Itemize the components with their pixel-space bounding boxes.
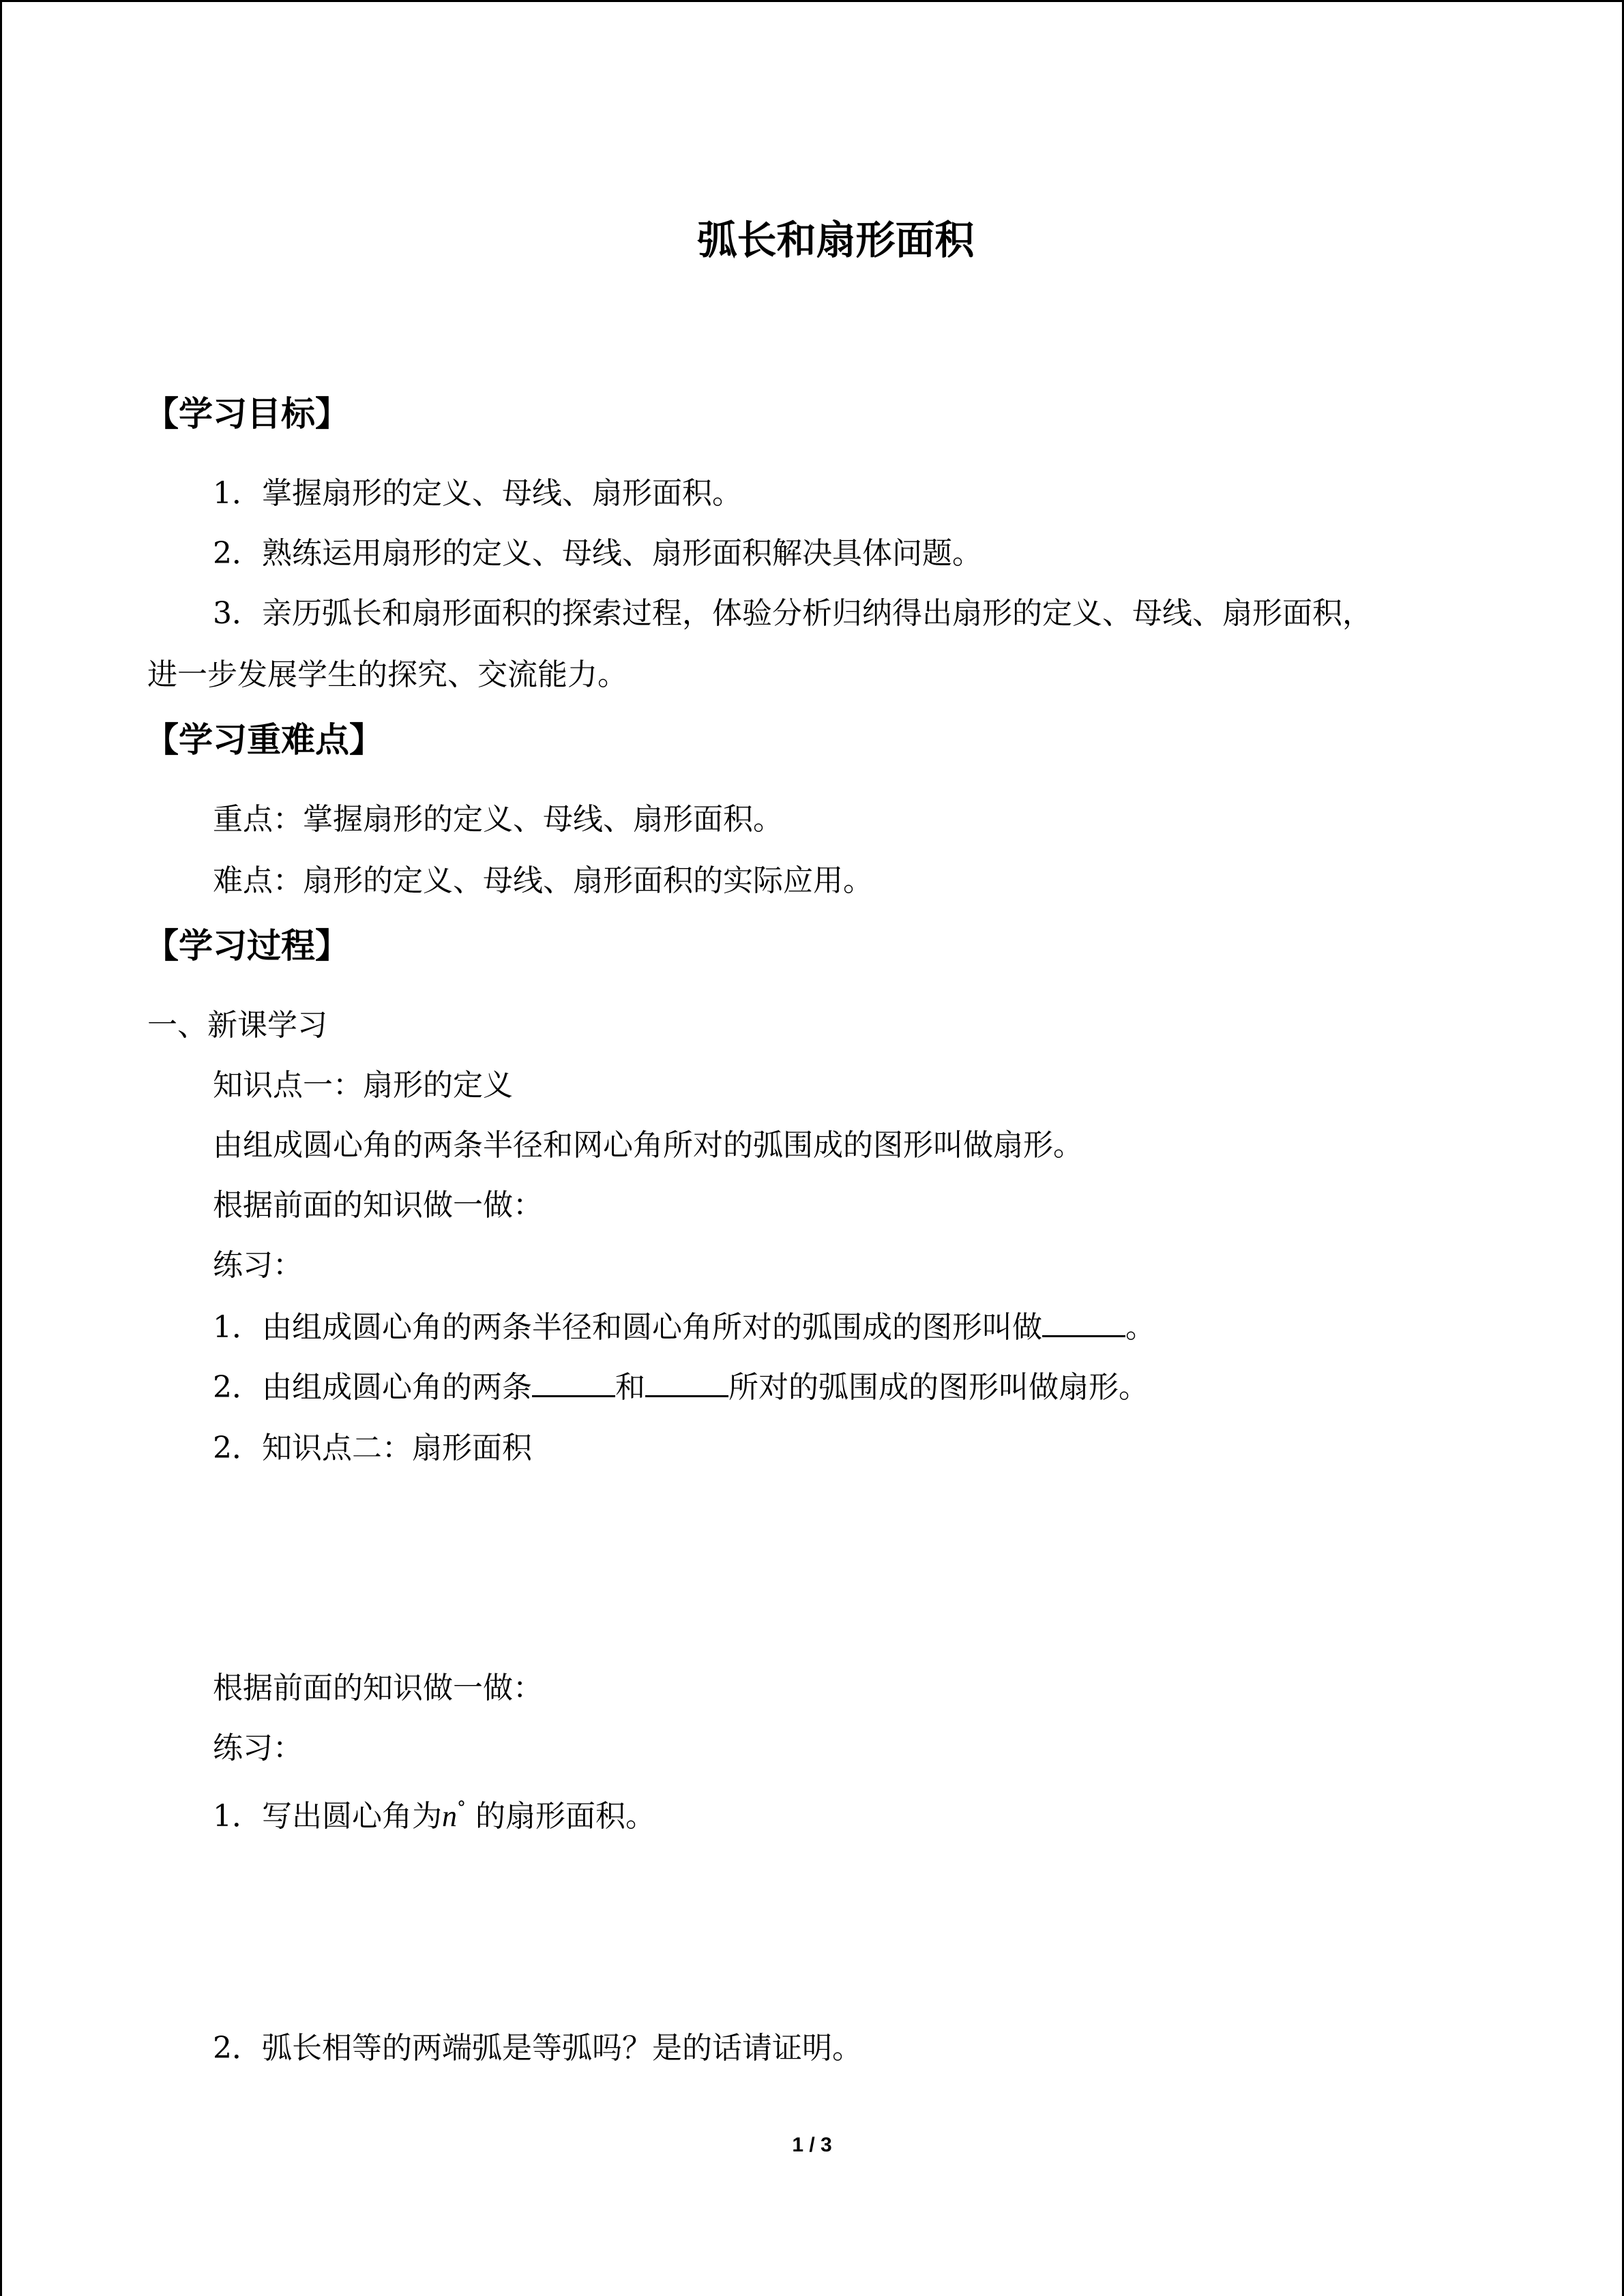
try-it-prompt-1: 根据前面的知识做一做： bbox=[213, 1188, 543, 1223]
objective-item-1: 1．掌握扇形的定义、母线、扇形面积。 bbox=[213, 476, 742, 511]
section-heading-process: 【学习过程】 bbox=[145, 926, 349, 966]
fill-blank bbox=[1042, 1305, 1125, 1337]
objective-item-2: 2．熟练运用扇形的定义、母线、扇形面积解决具体问题。 bbox=[213, 536, 982, 571]
exercise-1-question-2 bbox=[213, 1365, 1149, 1410]
question-text: 。 bbox=[1125, 1310, 1155, 1345]
objective-item-3-line-2: 进一步发展学生的探究、交流能力。 bbox=[147, 657, 628, 692]
knowledge-point-1-title: 知识点一：扇形的定义 bbox=[213, 1068, 513, 1103]
question-text: 和 bbox=[615, 1370, 645, 1405]
question-text: 1．由组成圆心角的两条半径和圆心角所对的弧围成的图形叫做 bbox=[213, 1310, 1042, 1345]
section-heading-objectives: 【学习目标】 bbox=[145, 394, 349, 434]
exercise-1-question-1 bbox=[213, 1305, 1155, 1350]
exercise-label-1: 练习： bbox=[213, 1248, 303, 1283]
knowledge-point-2-title: 2．知识点二：扇形面积 bbox=[213, 1431, 532, 1465]
degree-symbol: ° bbox=[457, 1798, 466, 1819]
key-point-focus: 重点：掌握扇形的定义、母线、扇形面积。 bbox=[213, 802, 783, 837]
question-text: 所对的弧围成的图形叫做扇形。 bbox=[728, 1370, 1149, 1405]
exercise-2-question-1 bbox=[213, 1787, 655, 1838]
key-point-difficulty: 难点：扇形的定义、母线、扇形面积的实际应用。 bbox=[213, 863, 873, 898]
section-heading-key-points: 【学习重难点】 bbox=[145, 720, 383, 760]
exercise-label-2: 练习： bbox=[213, 1731, 303, 1765]
document-title: 弧长和扇形面积 bbox=[697, 217, 975, 263]
fill-blank bbox=[532, 1365, 615, 1397]
math-variable-n: n bbox=[442, 1800, 457, 1833]
exercise-2-question-2: 2．弧长相等的两端弧是等弧吗？是的话请证明。 bbox=[213, 2031, 862, 2066]
fill-blank bbox=[645, 1365, 728, 1397]
question-text: 1．写出圆心角为 bbox=[213, 1799, 442, 1834]
page-number: 1 / 3 bbox=[792, 2134, 832, 2156]
question-text: 的扇形面积。 bbox=[475, 1799, 655, 1834]
try-it-prompt-2: 根据前面的知识做一做： bbox=[213, 1671, 543, 1705]
objective-item-3-line-1: 3．亲历弧长和扇形面积的探索过程，体验分析归纳得出扇形的定义、母线、扇形面积， bbox=[213, 596, 1372, 631]
knowledge-point-1-definition: 由组成圆心角的两条半径和网心角所对的弧围成的图形叫做扇形。 bbox=[213, 1128, 1083, 1163]
part-1-title: 一、新课学习 bbox=[147, 1008, 327, 1043]
question-text: 2．由组成圆心角的两条 bbox=[213, 1370, 532, 1405]
